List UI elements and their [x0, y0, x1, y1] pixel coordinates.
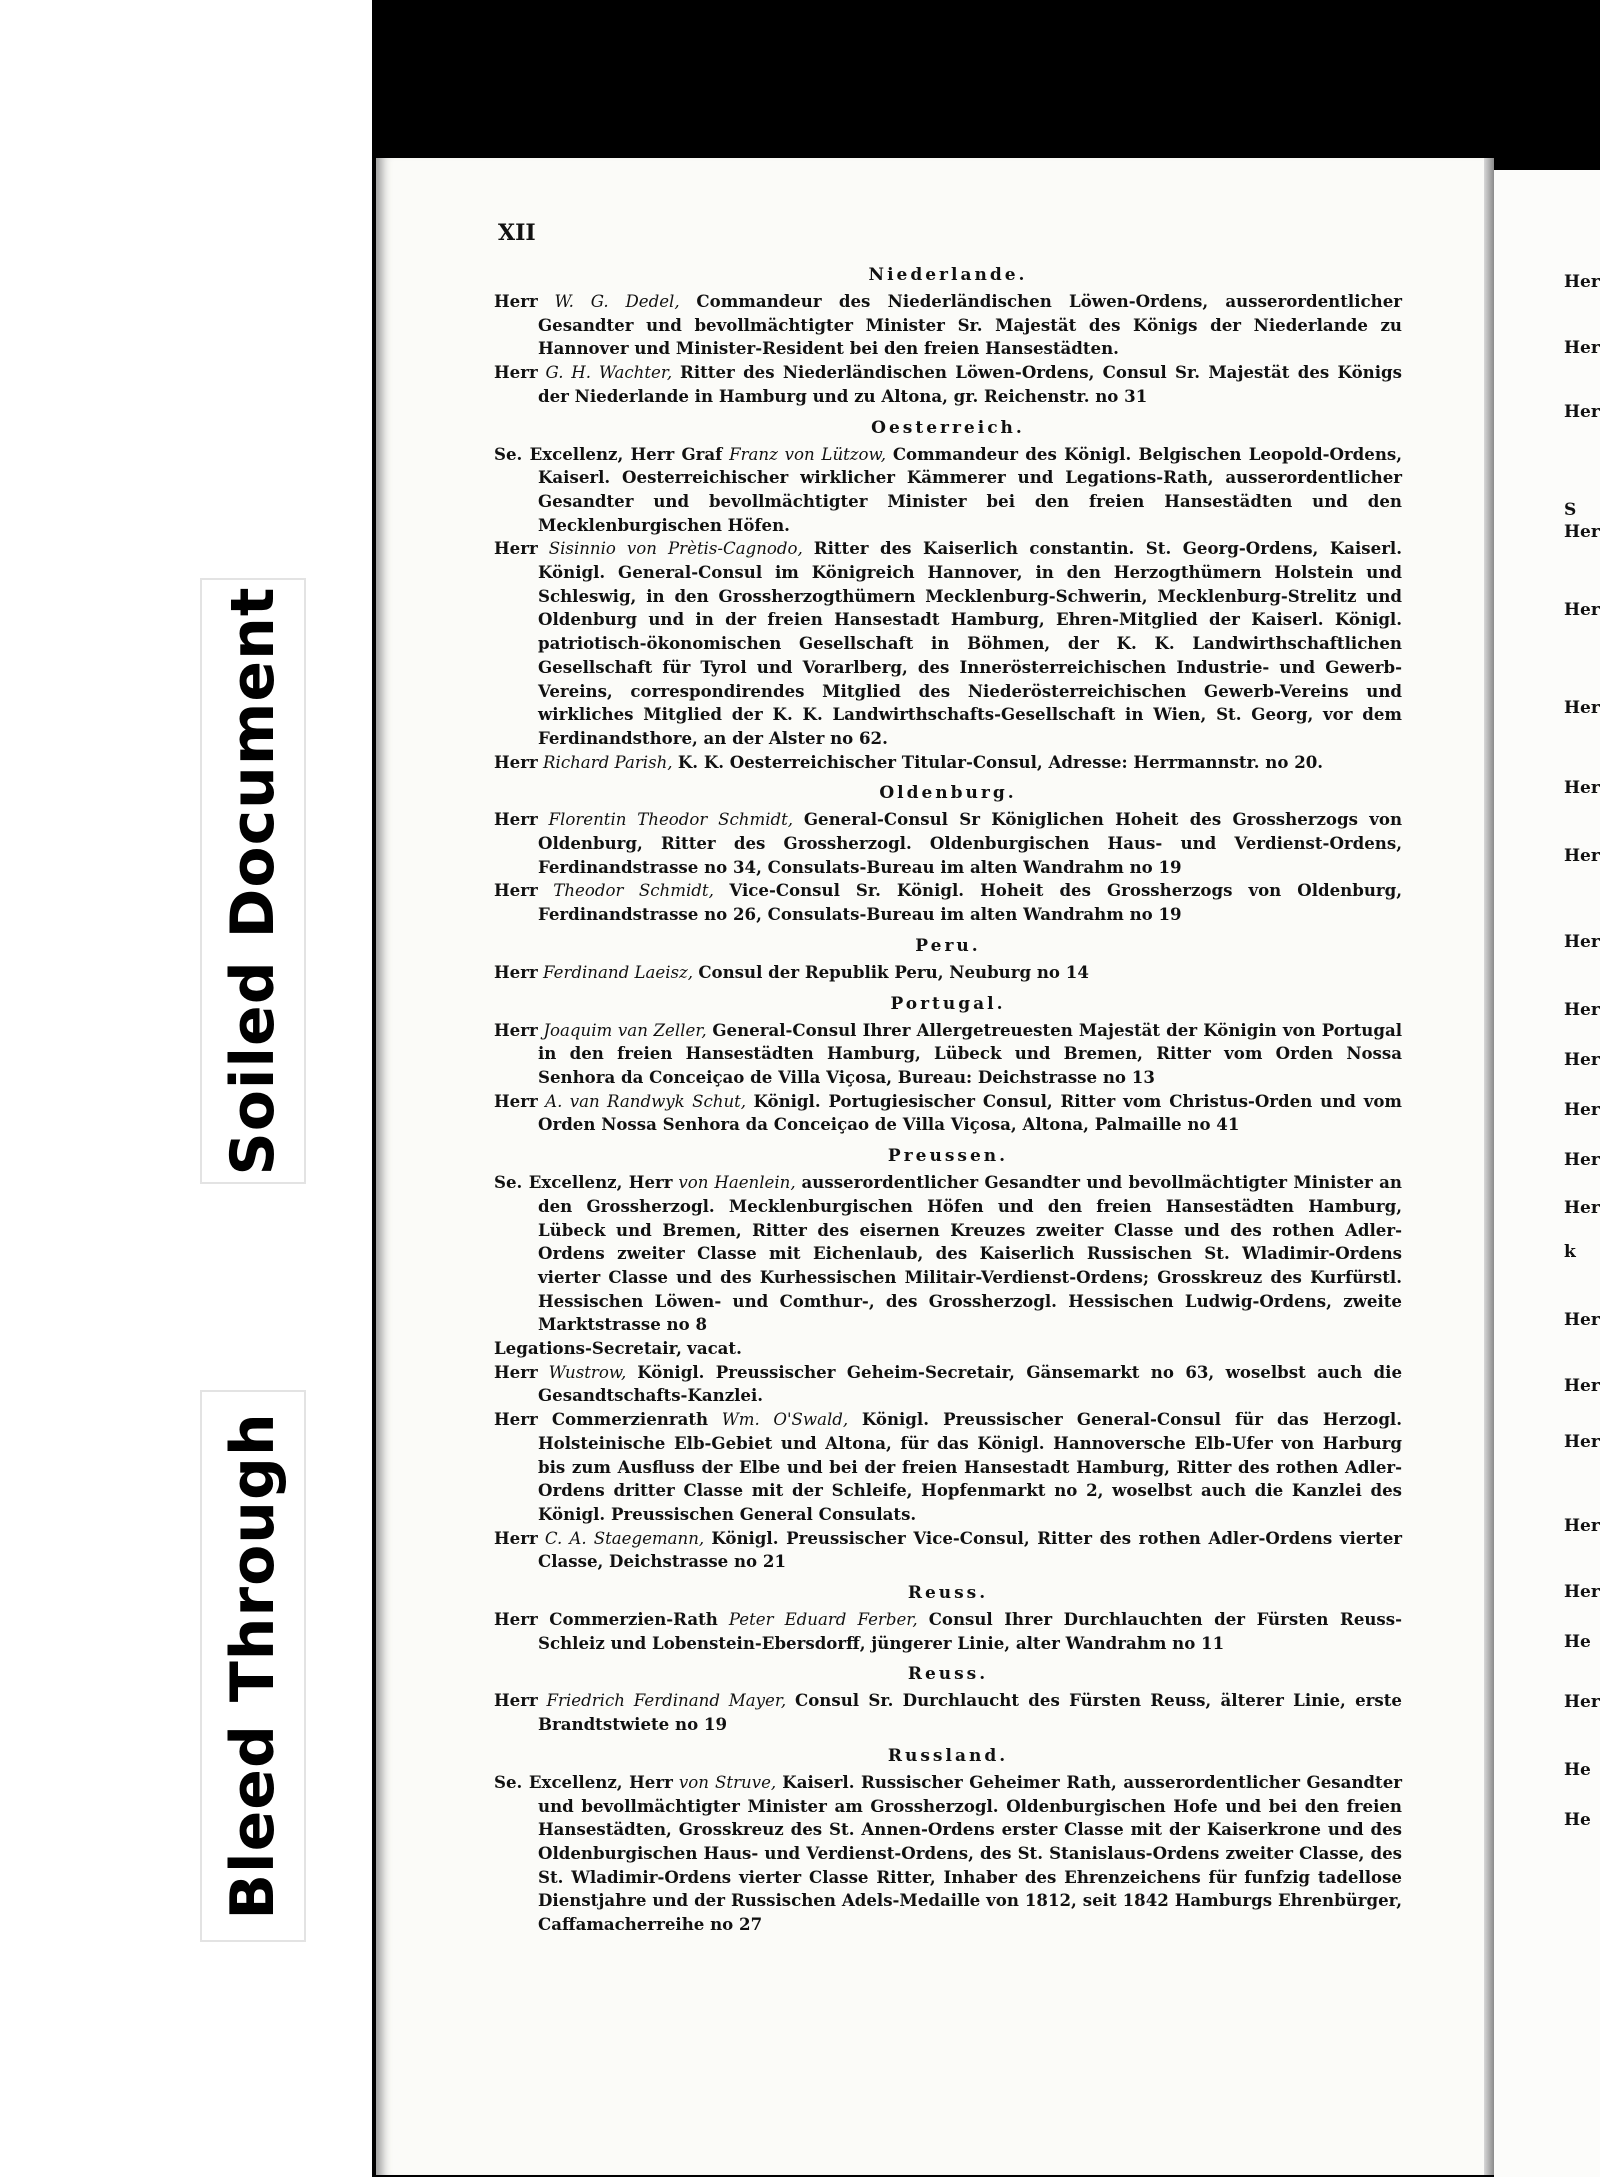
entry-description: Königl. Preussischer Geheim-Secretair, Gänsemarkt no 63, woselbst auch die Gesandtschafts-Kanzlei.	[538, 1361, 1403, 1406]
entry-description: Königl. Portugiesischer Consul, Ritter vom Christus-Orden und vom Orden Nossa Senhora da Conceiçao de Villa Viçosa, Altona, Palmaille no 41	[538, 1090, 1402, 1135]
directory-entry	[494, 290, 1402, 361]
entry-description: Consul Ihrer Durchlauchten der Fürsten Reuss-Schleiz und Lobenstein-Ebersdorff, jüngerer Linie, alter Wandrahm no 11	[538, 1609, 1403, 1653]
directory-entry	[494, 1090, 1402, 1137]
entry-title: Herr	[494, 1527, 538, 1548]
directory-entry	[494, 1689, 1402, 1736]
facing-page-edge	[1494, 170, 1600, 2177]
directory-entry	[494, 1527, 1402, 1574]
entry-description: vacat.	[687, 1338, 742, 1359]
entry-description: ausserordentlicher Gesandter und bevollmächtigter Minister an den Grossherzogl. Mecklenburgischen Höfen und den freien Hansestädten Hamburg, Lübeck und Bremen, Ritter des eisernen Kreuzes zweiter Classe und des rothen Adler-Ordens zweiter Classe mit Eichenlaub, des Kaiserlich Russischen St. Wladimir-Ordens vierter Classe und des Kurhessischen Militair-Verdienst-Ordens; Grosskreuz des Kurfürstl. Hessischen Löwen- und Comthur-, des Grossherzogl. Hessischen Ludwig-Ordens, zweite Marktstrasse no 8	[538, 1172, 1402, 1335]
facing-page-text: Her	[1564, 1376, 1600, 1396]
entry-person-name: Wm. O'Swald,	[721, 1410, 849, 1430]
entry-description: General-Consul Sr Königlichen Hoheit des Grossherzogs von Oldenburg, Ritter des Grossherzogl. Oldenburgischen Haus- und Verdienst-Ordens, Ferdinandstrasse no 34, Consulats-Bureau im alten Wandrahm no 19	[538, 809, 1403, 877]
facing-page-text: Her	[1564, 1692, 1600, 1712]
left-margin	[0, 0, 372, 2177]
entry-person-name: Joaquim van Zeller,	[543, 1020, 707, 1040]
facing-page-text: Her	[1564, 1310, 1600, 1330]
section-heading: Niederlande.	[868, 265, 1028, 285]
directory-entry	[494, 1361, 1402, 1408]
entry-title: Se. Excellenz, Herr	[494, 1771, 673, 1792]
entry-description: Ritter des Kaiserlich constantin. St. Georg-Ordens, Kaiserl. Königl. General-Consul im Königreich Hannover, in den Herzogthümern Holstein und Schleswig, in den Grossherzogthümern Mecklenburg-Schwerin, Mecklenburg-Strelitz und Oldenburg und in der freien Hansestadt Hamburg, Ehren-Mitglied der Kaiserl. Königl. patriotisch-ökonomischen Gesellschaft in Böhmen, der K. K. Landwirthschaftlichen Gesellschaft für Tyrol und Vorarlberg, des Innerösterreichischen Industrie- und Gewerb-Vereins, correspondirendes Mitglied des Niederösterreichischen Gewerb-Vereins und wirkliches Mitglied der K. K. Landwirthschafts-Gesellschaft in Wien, St. Georg, vor dem Ferdinandsthore, an der Alster no 62.	[538, 538, 1403, 748]
directory-entry	[494, 1608, 1402, 1655]
directory-entry	[494, 751, 1402, 775]
entry-title: Herr	[494, 362, 538, 383]
entry-person-name: Theodor Schmidt,	[553, 881, 714, 901]
entry-title: Herr	[494, 1019, 538, 1040]
soiled-document-stamp: Soiled Document	[200, 578, 306, 1184]
facing-page-text: Her	[1564, 932, 1600, 952]
facing-page-text: Her	[1564, 1050, 1600, 1070]
entry-description: Commandeur des Niederländischen Löwen-Ordens, ausserordentlicher Gesandter und bevollmächtigter Minister Sr. Majestät des Königs der Niederlande zu Hannover und Minister-Resident bei den freien Hansestädten.	[538, 291, 1402, 359]
facing-page-text: Her	[1564, 1150, 1600, 1170]
directory-entry	[494, 1019, 1402, 1090]
entry-title: Herr	[494, 1090, 538, 1111]
entry-title: Se. Excellenz, Herr Graf	[494, 443, 723, 464]
entry-title: Herr	[494, 291, 538, 311]
entry-person-name: A. van Randwyk Schut,	[545, 1091, 747, 1111]
bleed-through-stamp: Bleed Through	[200, 1390, 306, 1942]
entry-person-name: von Haenlein,	[678, 1173, 796, 1193]
entry-title: Herr Commerzien-Rath	[494, 1609, 718, 1630]
entry-person-name: von Struve,	[678, 1772, 777, 1792]
entry-description: Königl. Preussischer General-Consul für das Herzogl. Holsteinische Elb-Gebiet und Altona, für das Königl. Hannoversche Elb-Ufer von Harburg bis zum Ausfluss der Elbe und bei der freien Hansestadt Hamburg, Ritter des rothen Adler-Ordens dritter Classe mit der Schleife, Hopfenmarkt no 2, woselbst auch die Kanzlei des Königl. Preussischen General Consulats.	[538, 1409, 1403, 1524]
facing-page-text: S	[1564, 500, 1577, 520]
entry-person-name: Friedrich Ferdinand Mayer,	[546, 1691, 787, 1711]
facing-page-text: Her	[1564, 600, 1600, 620]
entry-person-name: Ferdinand Laeisz,	[543, 962, 694, 982]
entry-title: Herr	[494, 538, 538, 559]
facing-page-text: Her	[1564, 698, 1600, 718]
entry-title: Herr Commerzienrath	[494, 1409, 709, 1430]
facing-page-text: He	[1564, 1810, 1591, 1830]
directory-entry	[494, 1771, 1402, 1937]
section-heading: Peru.	[915, 935, 981, 956]
section-heading: Preussen.	[887, 1146, 1009, 1167]
facing-page-text: He	[1564, 1760, 1591, 1780]
facing-page-text: Her	[1564, 272, 1600, 292]
entry-title: Herr	[494, 961, 538, 982]
section-heading: Reuss.	[907, 1583, 989, 1604]
entry-person-name: Sisinnio von Prètis-Cagnodo,	[548, 539, 803, 559]
directory-entry	[494, 537, 1402, 750]
facing-page-text: Her	[1564, 846, 1600, 866]
entry-person-name: Wustrow,	[548, 1362, 627, 1382]
facing-page-text: Her	[1564, 1432, 1600, 1452]
entry-description: Commandeur des Königl. Belgischen Leopold-Ordens, Kaiserl. Oesterreichischer wirklicher Kämmerer und Legations-Rath, ausserordentlicher Gesandter und bevollmächtigter Minister bei den freien Hansestädten und den Mecklenburgischen Höfen.	[538, 443, 1403, 535]
facing-page-text: Her	[1564, 1000, 1600, 1020]
directory-entry	[494, 879, 1402, 926]
section-heading: Russland.	[887, 1745, 1009, 1766]
directory-entry	[494, 1408, 1402, 1527]
entry-person-name: C. A. Staegemann,	[544, 1528, 705, 1548]
entry-person-name: Richard Parish,	[543, 752, 673, 772]
entry-title: Legations-Secretair,	[494, 1338, 682, 1359]
section-heading: Reuss.	[907, 1664, 989, 1685]
entry-person-name: Franz von Lützow,	[729, 444, 887, 464]
entry-description: K. K. Oesterreichischer Titular-Consul, Adresse: Herrmannstr. no 20.	[677, 751, 1324, 772]
section-heading: Oesterreich.	[871, 417, 1025, 438]
entry-description: Königl. Preussischer Vice-Consul, Ritter des rothen Adler-Ordens vierter Classe, Deichstrasse no 21	[538, 1527, 1403, 1572]
facing-page-text: k	[1564, 1242, 1576, 1262]
facing-page-text: Her	[1564, 402, 1600, 422]
entry-description: Kaiserl. Russischer Geheimer Rath, ausserordentlicher Gesandter und bevollmächtigter Minister am Grossherzogl. Oldenburgischen Hofe und bei den freien Hansestädten, Grosskreuz des St. Annen-Ordens erster Classe mit der Kaiserkrone und des Oldenburgischen Haus- und Verdienst-Ordens, des St. Stanislaus-Ordens zweiter Classe, des St. Wladimir-Ordens vierter Classe Ritter, Inhaber des Ehrenzeichens für funfzig tadellose Dienstjahre und der Russischen Adels-Medaille von 1812, seit 1842 Hamburgs Ehrenbürger, Caffamacherreihe no 27	[538, 1771, 1402, 1935]
book-gutter	[1484, 158, 1494, 2175]
directory-entry	[494, 1337, 1402, 1361]
directory-entry	[494, 961, 1402, 985]
directory-entry	[494, 361, 1402, 408]
page-number: XII	[498, 220, 536, 246]
entry-person-name: Florentin Theodor Schmidt,	[548, 810, 794, 830]
section-heading: Oldenburg.	[879, 783, 1017, 804]
facing-page-text: He	[1564, 1632, 1591, 1652]
facing-page-text: Her	[1564, 1516, 1600, 1536]
entry-description: Consul Sr. Durchlaucht des Fürsten Reuss, älterer Linie, erste Brandtstwiete no 19	[538, 1690, 1402, 1735]
facing-page-text: Her	[1564, 778, 1600, 798]
facing-page-text: Her	[1564, 338, 1600, 358]
entry-description: Consul der Republik Peru, Neuburg no 14	[698, 961, 1089, 982]
document-body	[494, 256, 1402, 1937]
facing-page-text: Her	[1564, 1582, 1600, 1602]
entry-title: Se. Excellenz, Herr	[494, 1172, 673, 1193]
entry-description: Vice-Consul Sr. Königl. Hoheit des Grossherzogs von Oldenburg, Ferdinandstrasse no 26, Consulats-Bureau im alten Wandrahm no 19	[538, 880, 1403, 925]
directory-entry	[494, 808, 1402, 879]
entry-title: Herr	[494, 809, 538, 830]
entry-person-name: G. H. Wachter,	[545, 363, 673, 383]
facing-page-text: Her	[1564, 1198, 1600, 1218]
entry-person-name: W. G. Dedel,	[554, 292, 680, 311]
entry-title: Herr	[494, 1361, 538, 1382]
facing-page-text: Her	[1564, 1100, 1600, 1120]
entry-title: Herr	[494, 1690, 538, 1711]
entry-person-name: Peter Eduard Ferber,	[728, 1610, 918, 1630]
entry-title: Herr	[494, 751, 538, 772]
entry-title: Herr	[494, 880, 538, 901]
entry-description: General-Consul Ihrer Allergetreuesten Majestät der Königin von Portugal in den freien Hansestädten Hamburg, Lübeck und Bremen, Ritter vom Orden Nossa Senhora da Conceiçao de Villa Viçosa, Bureau: Deichstrasse no 13	[538, 1019, 1403, 1087]
section-heading: Portugal.	[890, 993, 1006, 1014]
facing-page-text: Her	[1564, 522, 1600, 542]
entry-description: Ritter des Niederländischen Löwen-Ordens, Consul Sr. Majestät des Königs der Niederlande in Hamburg und zu Altona, gr. Reichenstr. no 31	[538, 362, 1402, 406]
directory-entry	[494, 1171, 1402, 1337]
directory-entry	[494, 443, 1402, 538]
